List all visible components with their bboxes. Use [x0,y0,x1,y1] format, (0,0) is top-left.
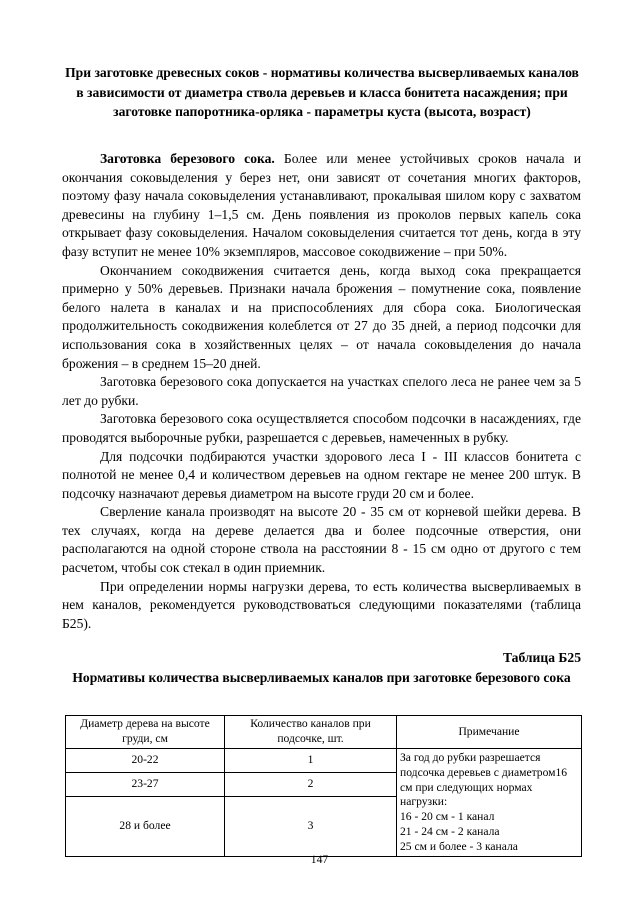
table-row [66,749,582,773]
page-number: 147 [310,853,329,866]
note-line: подсочка деревьев с диаметром16 [400,765,568,779]
table-label: Таблица Б25 [502,650,581,665]
paragraph-7: При определении нормы нагрузки дерева, то есть количества высверливаемых в нем каналов, рекомендуется руководствоваться следующими показателями (таблица Б25). [62,578,581,631]
cell-diameter: 20-22 [66,749,225,773]
section-heading: При заготовке древесных соков - нормативы количества высверливаемых каналов в зависимости от диаметра ствола деревьев и класса бонитета насаждения; при заготовке папоротника-орляка - параметры куста (высота, возраст) [65,65,579,120]
note-line: За год до рубки разрешается [400,751,541,764]
cell-diameter: 23-27 [66,772,225,796]
note-line: 21 - 24 см - 2 канала [400,824,500,838]
note-line: 16 - 20 см - 1 канал [400,810,495,824]
paragraph-1-bold-lead: Заготовка березового сока. [100,151,275,166]
paragraph-3: Заготовка березового сока допускается на участках спелого леса не ранее чем за 5 лет до рубки. [62,374,581,408]
paragraph-4: Заготовка березового сока осуществляется способом подсочки в насаждениях, где проводятся выборочные рубки, разрешается с деревьев, намеченных в рубку. [62,411,581,445]
paragraph-1-text: Более или менее устойчивых сроков начала и окончания соковыделения у берез нет, они зависят от сочетания многих факторов, поэтому фазу начала соковыделения устанавливают, прокалывая шилом кору с захватом древесины на глубину 1–1,5 см. День появления из проколов первых капель сока открывает фазу соковыделения. Началом соковыделения считается тот день, когда в эту фазу вступит не менее 10% экземпляров, массовое сокодвижение – при 50%. [62,151,581,259]
header-count: Количество каналов при подсочке, шт. [225,716,397,749]
note-line: см при следующих нормах нагрузки: [400,780,533,809]
table-header-row [66,716,582,749]
paragraph-5: Для подсочки подбираются участки здорового леса I - III классов бонитета с полнотой не менее 0,4 и количеством деревьев на одном гектаре не менее 200 штук. В подсочку назначают деревья диаметром на высоте груди 20 см и более. [62,448,581,501]
table-title: Нормативы количества высверливаемых каналов при заготовке березового сока [72,670,571,685]
note-line: 25 см и более - 3 канала [400,839,518,853]
norms-table [65,715,582,857]
body-text [62,150,581,633]
cell-count: 3 [225,796,397,856]
paragraph-2: Окончанием сокодвижения считается день, когда выход сока прекращается примерно у 50% деревьев. Признаки начала брожения – помутнение сока, появление белого налета в каналах и на приспособлениях для сбора сока. Биологическая продолжительность сокодвижения колеблется от 27 до 35 дней, а период подсочки для использования сока в хозяйственных целях – от начала соковыделения до начала брожения – в среднем 15–20 дней. [62,262,581,371]
cell-note [397,749,582,857]
header-note: Примечание [397,716,582,749]
paragraph-1 [62,150,581,262]
header-diameter: Диаметр дерева на высоте груди, см [66,716,225,749]
cell-count: 2 [225,772,397,796]
paragraph-6: Сверление канала производят на высоте 20 - 35 см от корневой шейки дерева. В тех случаях, когда на дереве делается два и более подсочные отверстия, они располагаются на одной стороне ствола на расстоянии 8 - 15 см одно от другого с тем расчетом, чтобы сок стекал в один приемник. [62,504,581,576]
cell-count: 1 [225,749,397,773]
cell-diameter: 28 и более [66,796,225,856]
